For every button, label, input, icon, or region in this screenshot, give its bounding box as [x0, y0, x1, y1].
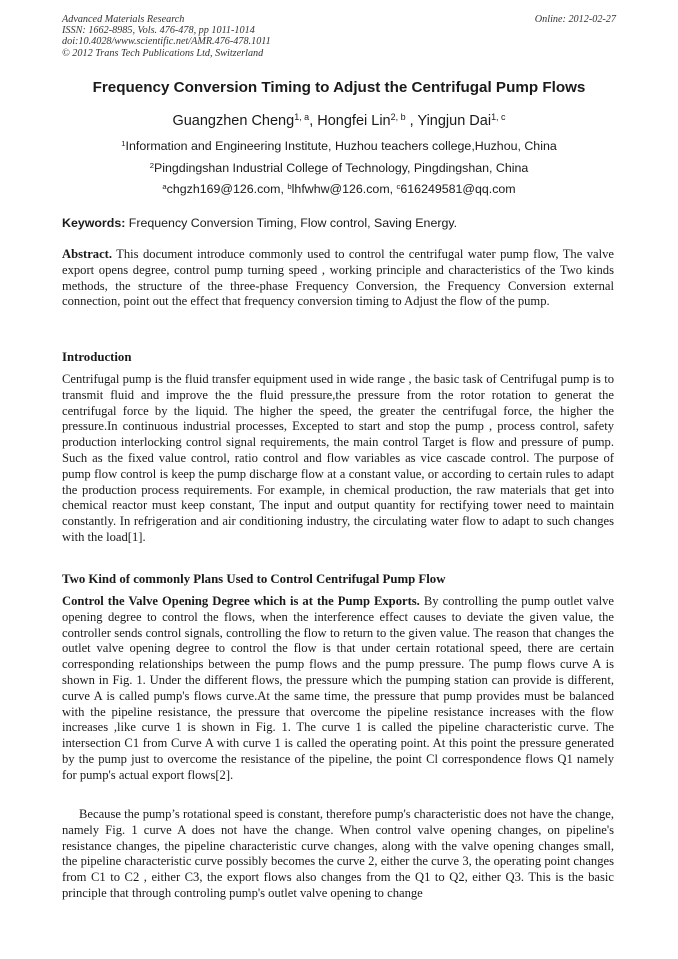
copyright-line: © 2012 Trans Tech Publications Ltd, Switzerland [62, 47, 264, 59]
journal-name: Advanced Materials Research [62, 14, 185, 25]
subsection-label: Control the Valve Opening Degree which is at the Pump Exports. [62, 594, 420, 608]
author-affil-mark: 1, c [491, 112, 506, 123]
introduction-text: Centrifugal pump is the fluid transfer equipment used in wide range , the basic task of Centrifugal pump is to transmit fluid and improve the the fluid pressure,the pressure from the rotor rotation to generat the centrifugal force by the liquid. The higher the speed, the greater the centrifugal force, the higher the pressure.In continuous industrial processes, Excepted to start and stop the pump , process control, safety production interlocking control signal requirements, the main control Target is flow and pressure of pump. Such as the fixed value control, ratio control and flow variables as vice cascade control. The purpose of pump flow control is keep the pump discharge flow at a constant value, or according to certain rules to adapt the production process requirements. For example, in chemical production, the raw materials that get into chemical reactor must keep constant, The input and output quantity for rectifying tower need to maintain constantly. In refrigeration and air conditioning industry, the circulating water flow to adapt to such changes with the load[1]. [62, 372, 614, 544]
affiliation-1 [40, 139, 638, 153]
affiliation-mark: 2 [149, 160, 154, 170]
email-mark: b [287, 181, 292, 191]
introduction-heading: Introduction [62, 350, 132, 364]
author-separator: , [405, 113, 418, 129]
section-paragraph-2: Because the pump’s rotational speed is constant, therefore pump's characteristic does not have the change, namely Fig. 1 curve A does not have the change. When control valve opening changes, on pipeline's resistance changes, the pipeline characteristic curve changes, along with the valve opening changes small, the pipeline characteristic curve possibly becomes the curve 2, either the curve 3, the operating point changes from C1 to C2 , either C3, the export flows also changes from the Q1 to Q2, either Q3. This is the basic principle that through controling pump's outlet valve opening to change [62, 807, 614, 900]
author-affil-mark: 2, b [390, 112, 406, 123]
author-separator: , [309, 113, 318, 129]
email-text: chgzh169@126.com, [166, 182, 288, 196]
online-date: Online: 2012-02-27 [534, 14, 616, 25]
paragraph-text: By controlling the pump outlet valve opening degree to control the flows, when the interference effect causes to deviate the given value, the controller sends control signals, controlling the flow to return to the given value. The reason that changes the outlet valve opening degree to control the flow is that under certain rotational speed, there are certain corresponding relationships between the pump flows and the pump pressure. The pump flows curve A is shown in Fig. 1. Under the different flows, the pressure which the pumping station can provide is different, curve A is called pump's flows curve.At the same time, the pressure that pump provides must be balanced with the pipeline resistance, the pressure that overcome the pipeline resistance increases with the flow increases ,like curve 1 is shown in Fig. 1. The curve 1 is called the pipeline characteristic curve. The intersection C1 from Curve A with curve 1 is called the operating point. At this point the pressure generated by the pump just to overcome the resistance of the pipeline, the point Cl correspondence flows Q1 namely for pump's actual export flows[2]. [62, 594, 614, 782]
email-mark: c [396, 181, 401, 191]
author-list [40, 113, 638, 129]
paper-title: Frequency Conversion Timing to Adjust the Centrifugal Pump Flows [92, 79, 586, 96]
journal-header [62, 14, 616, 59]
email-text: lhfwhw@126.com, [291, 182, 397, 196]
author-name: Hongfei Lin [317, 113, 391, 129]
author-name: Yingjun Dai [417, 113, 492, 129]
email-line [40, 182, 638, 196]
author-affil-mark: 1, a [294, 112, 310, 123]
section-heading: Two Kind of commonly Plans Used to Control Centrifugal Pump Flow [62, 572, 446, 586]
keywords-text: Frequency Conversion Timing, Flow control, Saving Energy. [125, 216, 458, 230]
keywords-label: Keywords: [62, 216, 126, 230]
abstract [62, 247, 614, 310]
doi-line: doi:10.4028/www.scientific.net/AMR.476-478.1011 [62, 36, 271, 48]
abstract-text: This document introduce commonly used to control the centrifugal water pump flow, The valve export opens degree, control pump turning speed , working principle and characteristics of the Two kinds methods, the structure of the three-phase Frequency Conversion, the Frequency Conversion external connection, point out the effect that frequency conversion timing to Adjust the flow of the pump. [62, 247, 614, 309]
affiliation-text: Pingdingshan Industrial College of Technology, Pingdingshan, China [154, 161, 529, 175]
author-name: Guangzhen Cheng [172, 113, 295, 129]
keywords [62, 216, 616, 230]
affiliation-text: Information and Engineering Institute, Huzhou teachers college,Huzhou, China [125, 139, 557, 153]
affiliation-mark: 1 [121, 138, 126, 148]
abstract-label: Abstract. [62, 247, 113, 261]
affiliation-2 [40, 161, 638, 175]
email-text: 616249581@qq.com [400, 182, 516, 196]
email-mark: a [162, 181, 167, 191]
issn-line: ISSN: 1662-8985, Vols. 476-478, pp 1011-1014 [62, 25, 255, 37]
section-paragraph-1 [62, 594, 614, 784]
